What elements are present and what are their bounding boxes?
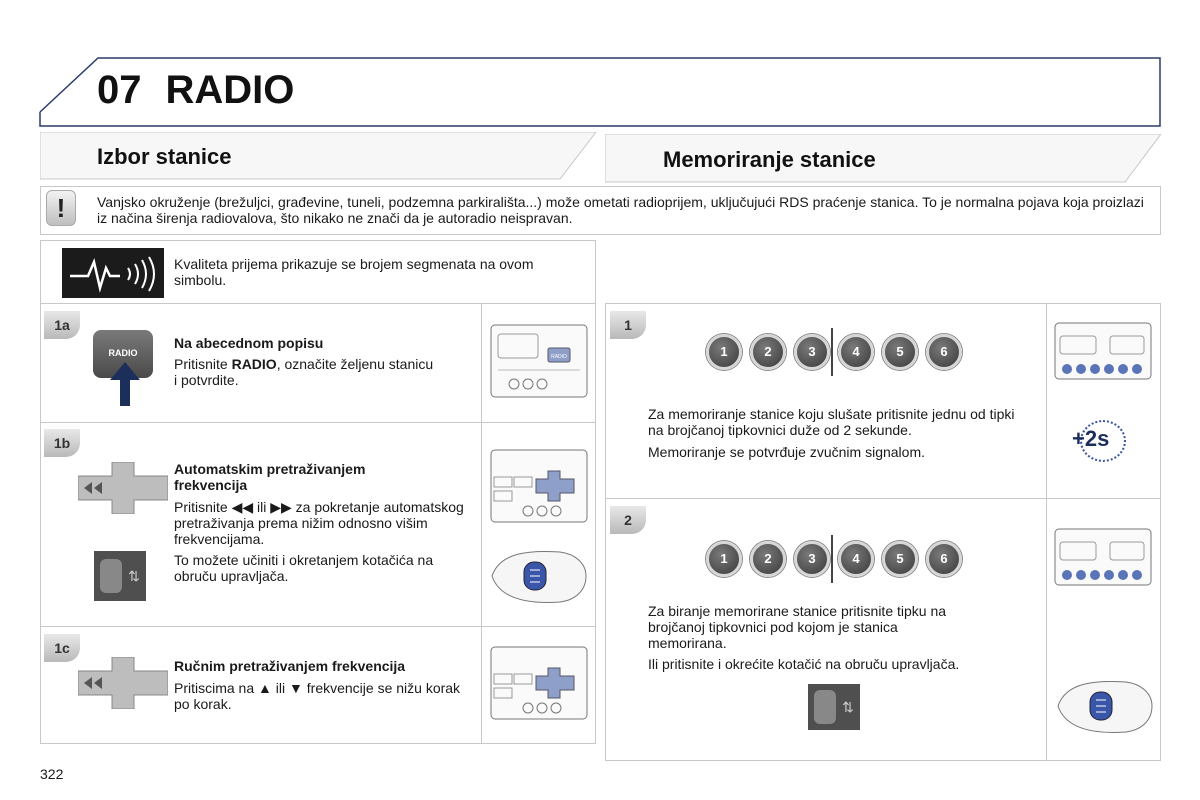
radio-unit-illustration-1c — [490, 646, 588, 720]
preset-key[interactable]: 6 — [926, 541, 962, 577]
preset-keys-row-1 — [706, 334, 966, 374]
preset-key[interactable]: 2 — [750, 334, 786, 370]
steering-control-illustration-memo-2 — [1056, 678, 1154, 734]
arrow-up-small-icon: ▲ — [258, 680, 272, 696]
warning-text: Vanjsko okruženje (brežuljci, građevine, tuneli, podzemna parkirališta...) može ometati radioprijem, uključujući RDS praćenje stanica. To je normalna pojava koja proizlazi iz načina širenja radiovalova, što nikako ne znači da je autoradio neispravan. — [97, 194, 1144, 226]
seek-forward-icon: ▶▶ — [270, 499, 292, 515]
chapter-number: 07 — [97, 68, 142, 112]
step-1b-text2: To možete učiniti i okretanjem kotačića na obruču upravljača. — [174, 552, 434, 584]
preset-key[interactable]: 1 — [706, 541, 742, 577]
memo-2-text: Za biranje memorirane stanice pritisnite tipku na brojčanoj tipkovnici pod kojom je stanica memorirana. — [648, 603, 947, 651]
step-1c-title: Ručnim pretraživanjem frekvencija — [174, 658, 406, 674]
step-1b-text: Pritisnite ◀◀ ili ▶▶ za pokretanje automatskog pretraživanja prema nižim odnosno višim frekvencijama. — [174, 499, 464, 547]
preset-key[interactable]: 6 — [926, 334, 962, 370]
memo-step-badge-2: 2 — [610, 506, 646, 534]
step-1b-title: Automatskim pretraživanjem frekvencija — [174, 461, 366, 493]
radio-unit-illustration-1b — [490, 449, 588, 523]
preset-key[interactable]: 4 — [838, 334, 874, 370]
seek-back-icon: ◀◀ — [231, 499, 254, 515]
direction-pad-icon-2 — [78, 657, 168, 709]
arrow-down-small-icon: ▼ — [289, 680, 303, 696]
step-badge-1a: 1a — [44, 311, 80, 339]
keypad-separator — [831, 535, 833, 583]
right-divider-vertical — [1046, 303, 1047, 761]
step-1a-text: Pritisnite RADIO, označite željenu stanicu i potvrdite. — [174, 356, 434, 388]
radio-unit-illustration-1a — [490, 324, 588, 398]
preset-key[interactable]: 3 — [794, 334, 830, 370]
svg-text:⇅: ⇅ — [842, 699, 854, 715]
preset-key[interactable]: 1 — [706, 334, 742, 370]
memo-1-text: Za memoriranje stanice koju slušate pritisnite jednu od tipki na brojčanoj tipkovnici duže od 2 sekunde. — [648, 406, 1015, 438]
exclamation-icon: ! — [46, 190, 76, 226]
chapter-title — [97, 68, 294, 113]
steering-control-illustration-1b — [490, 548, 588, 604]
preset-key[interactable]: 4 — [838, 541, 874, 577]
section-title-station-memory: Memoriranje stanice — [663, 147, 876, 172]
left-divider-1 — [40, 422, 596, 423]
radio-button-label: RADIO — [108, 348, 138, 358]
preset-keys-row-2 — [706, 541, 966, 581]
direction-pad-icon — [78, 462, 168, 514]
svg-text:⇅: ⇅ — [128, 568, 140, 584]
radio-unit-illustration-memo-2 — [1054, 528, 1152, 586]
signal-quality-icon — [62, 248, 164, 298]
page-number: 322 — [40, 766, 64, 782]
memo-step-badge-1: 1 — [610, 311, 646, 339]
chapter-name: RADIO — [165, 68, 295, 112]
step-1a-title: Na abecednom popisu — [174, 335, 324, 351]
left-divider-2 — [40, 626, 596, 627]
memo-1-text2: Memoriranje se potvrđuje zvučnim signalom. — [648, 444, 925, 460]
step-badge-1b: 1b — [44, 429, 80, 457]
preset-key[interactable]: 5 — [882, 541, 918, 577]
step-badge-1c: 1c — [44, 634, 80, 662]
steering-wheel-dial-icon-2 — [808, 684, 860, 730]
keypad-separator — [831, 328, 833, 376]
svg-text:RADIO: RADIO — [551, 354, 567, 360]
preset-key[interactable]: 3 — [794, 541, 830, 577]
left-divider-vertical — [481, 303, 482, 744]
preset-key[interactable]: 2 — [750, 541, 786, 577]
step-1c-text: Pritiscima na ▲ ili ▼ frekvencije se nižu korak po korak. — [174, 680, 461, 712]
memo-2-text2: Ili pritisnite i okrećite kotačić na obruču upravljača. — [648, 656, 960, 672]
radio-unit-illustration-memo-1 — [1054, 322, 1152, 380]
right-divider-1 — [605, 498, 1161, 499]
hold-two-seconds-label: +2s — [1072, 426, 1110, 451]
section-title-station-select: Izbor stanice — [97, 144, 232, 169]
signal-description: Kvaliteta prijema prikazuje se brojem segmenata na ovom simbolu. — [174, 256, 534, 288]
arrow-up-icon — [110, 362, 140, 406]
steering-wheel-dial-icon — [94, 551, 146, 601]
preset-key[interactable]: 5 — [882, 334, 918, 370]
